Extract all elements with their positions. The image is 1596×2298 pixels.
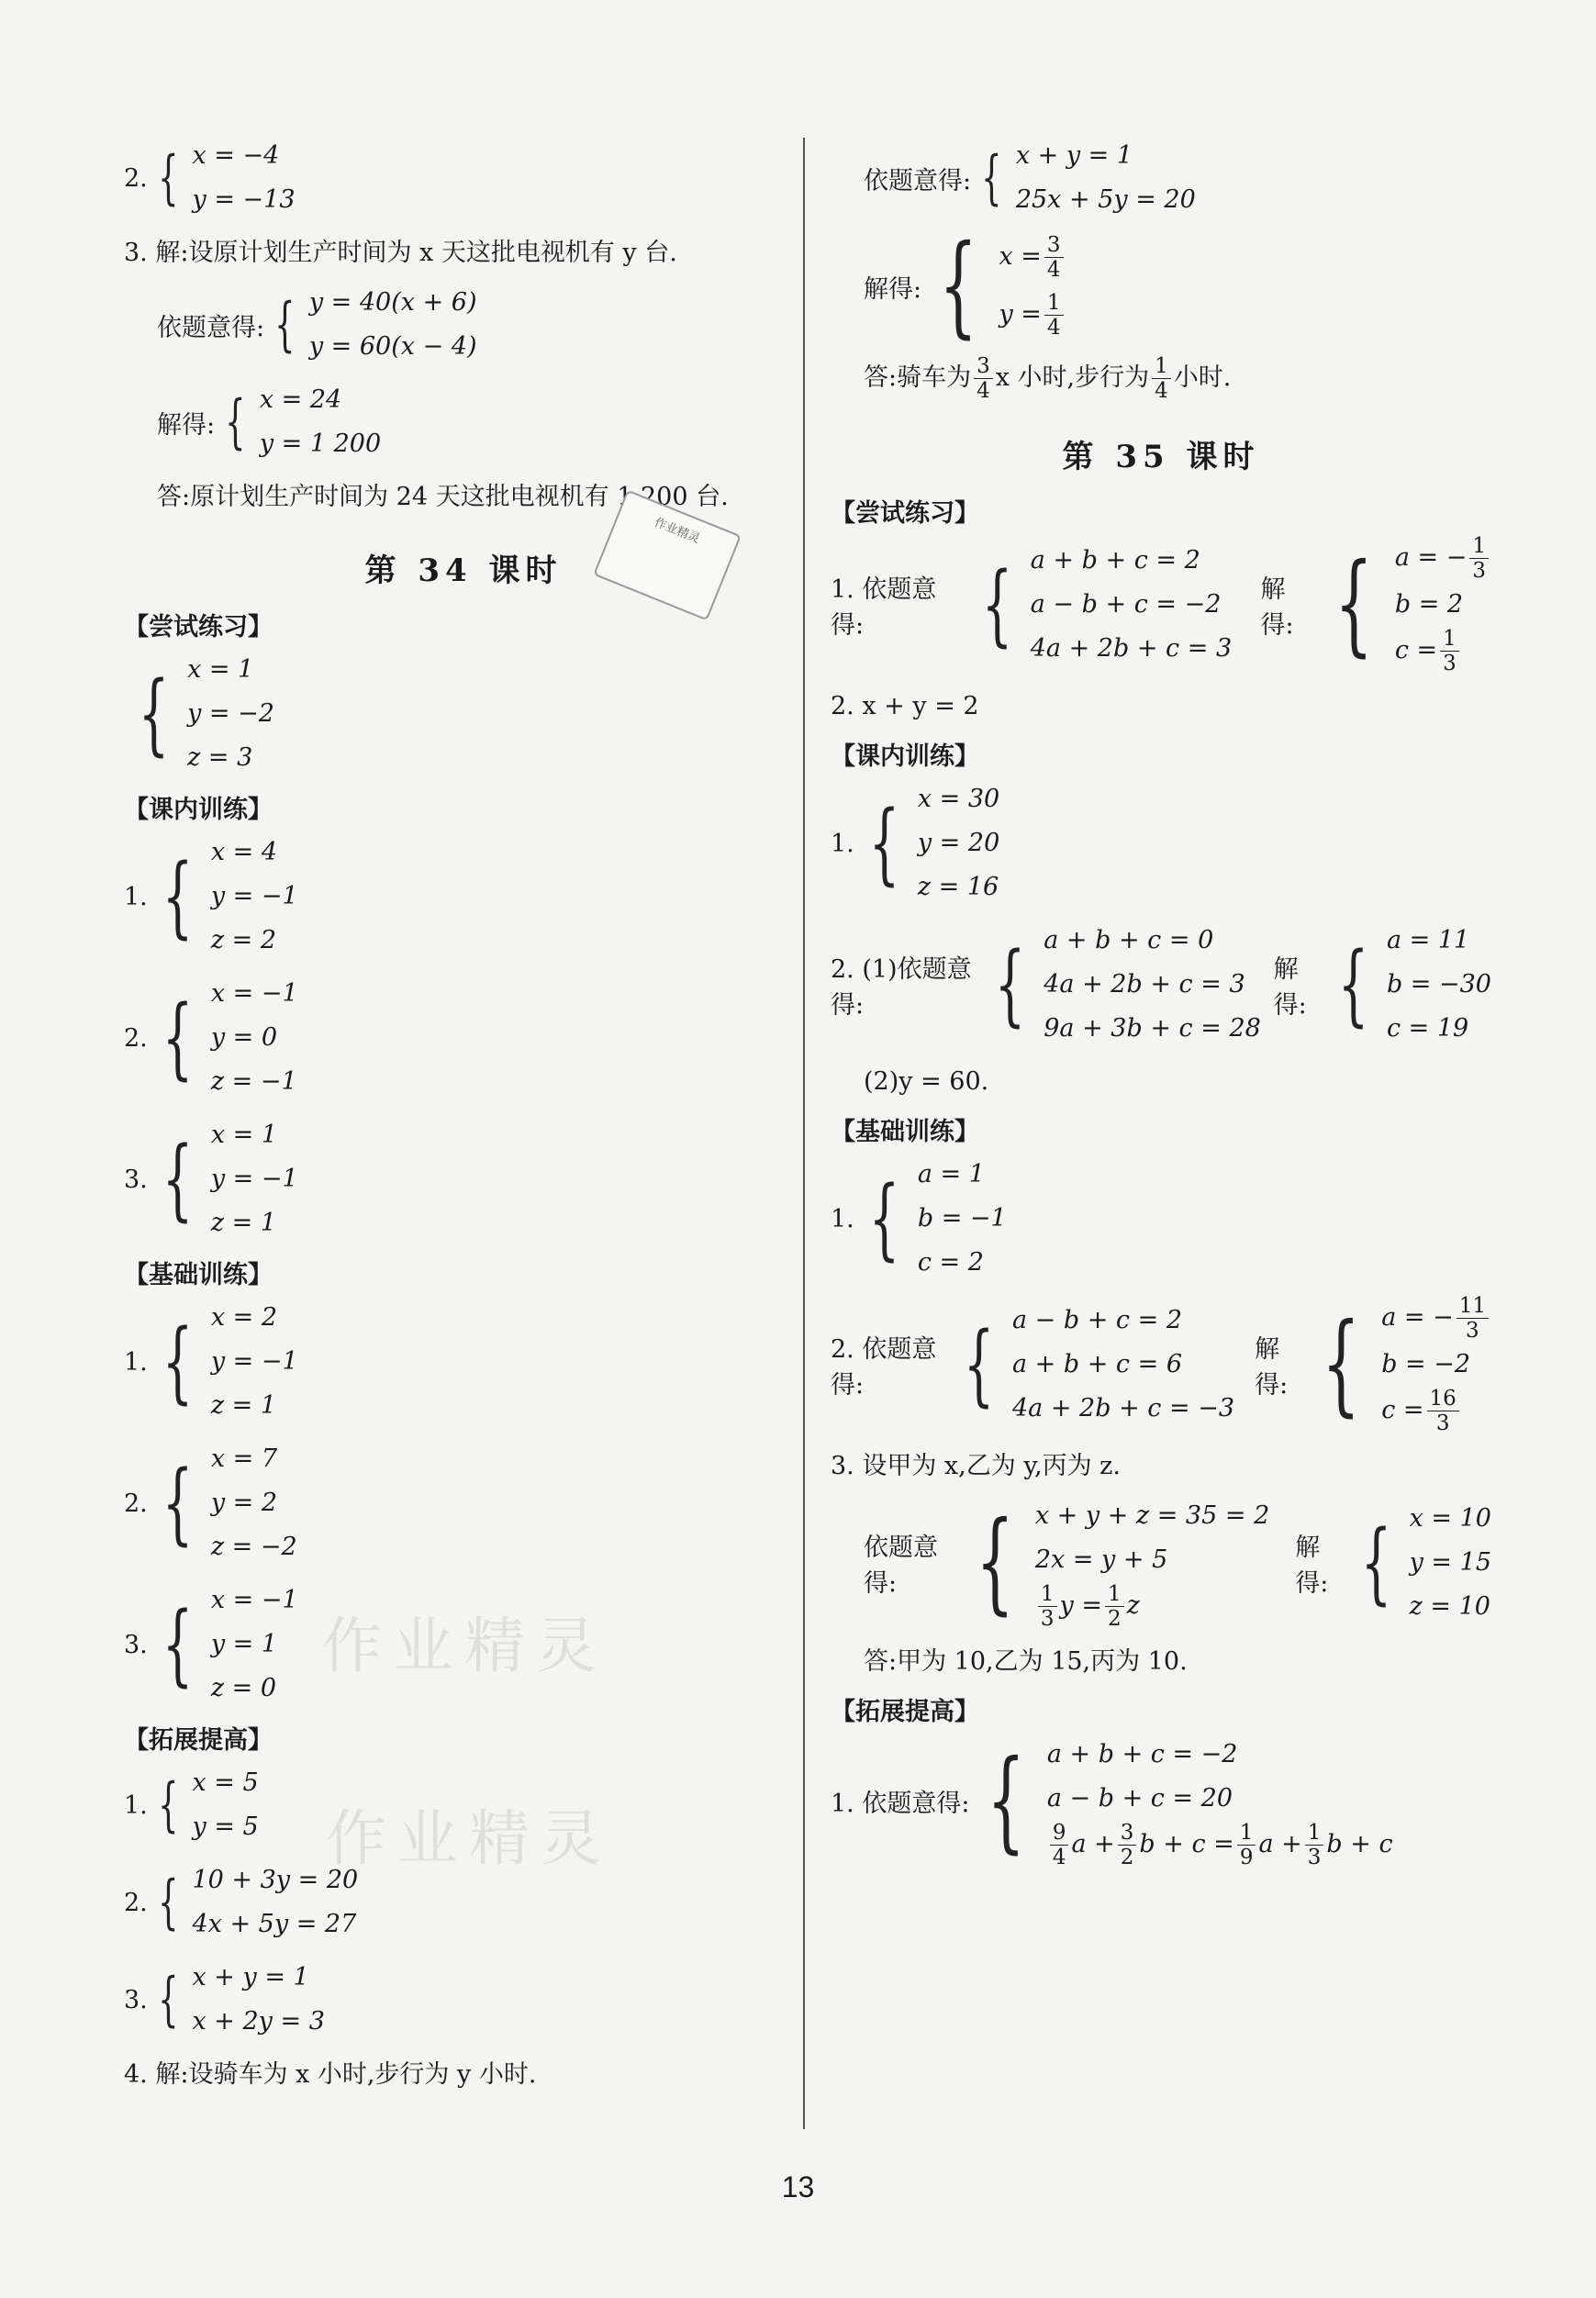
- label: 1. 依题意得:: [831, 575, 937, 640]
- equation: z = 3: [187, 743, 253, 772]
- brace: {: [939, 222, 978, 350]
- equation: x = 10: [1409, 1503, 1491, 1533]
- ext4-solution: [831, 222, 1491, 350]
- class-answer-1: [124, 831, 803, 963]
- equation: c = 2: [917, 1248, 984, 1277]
- equation: y = −13: [192, 185, 296, 214]
- brace: {: [1360, 1511, 1391, 1614]
- equation: y = −1: [210, 1165, 298, 1193]
- equation: x = −1: [210, 979, 298, 1008]
- brace: {: [975, 1498, 1014, 1626]
- item-number: 1.: [124, 882, 148, 911]
- brace: {: [162, 1128, 194, 1231]
- item-number: 2.: [124, 163, 148, 193]
- equation: x = 30: [917, 785, 1000, 813]
- equation: 2x = y + 5: [1034, 1545, 1168, 1574]
- class-answer-2: [124, 972, 803, 1104]
- equation: z = 16: [917, 873, 999, 901]
- class-answer-2: [831, 919, 1491, 1051]
- equation: x + y + z = 35 = 2: [1034, 1501, 1270, 1530]
- equation: 4a + 2b + c = 3: [1030, 634, 1233, 663]
- equation: c = 19: [1386, 1014, 1469, 1043]
- brace: {: [162, 1593, 194, 1696]
- fraction: $\frac{3}{4}$: [1044, 233, 1064, 282]
- brace: {: [963, 1313, 995, 1416]
- equation: x = 1: [187, 655, 254, 684]
- answer-3-system: [124, 281, 803, 369]
- fraction: $\frac{16}{3}$: [1427, 1387, 1459, 1435]
- brace: {: [138, 663, 170, 765]
- equation: 4a + 2b + c = −3: [1011, 1394, 1234, 1422]
- fraction: $\frac{3}{4}$: [974, 354, 993, 403]
- equation: y = $\frac{1}{4}$: [999, 291, 1066, 340]
- equation: 9a + 3b + c = 28: [1044, 1014, 1261, 1043]
- fraction: $\frac{9}{4}$: [1050, 1821, 1069, 1869]
- equation: z = 10: [1409, 1591, 1490, 1621]
- brace: {: [981, 144, 1002, 212]
- equation: y = 20: [917, 829, 1000, 857]
- section-extension: 【拓展提高】: [124, 1726, 273, 1755]
- equation: y = 40(x + 6): [308, 288, 477, 317]
- item-number: 3.: [124, 1630, 148, 1659]
- label-yiti: 依题意得:: [864, 1533, 938, 1598]
- brace: {: [162, 987, 194, 1089]
- fraction: $\frac{1}{9}$: [1237, 1821, 1256, 1869]
- equation: y = 0: [210, 1023, 278, 1052]
- label: 2. 依题意得:: [831, 1335, 937, 1400]
- lesson-title-35: 第 35 课时: [1062, 439, 1260, 475]
- equation: a + b + c = 0: [1044, 926, 1214, 954]
- answer-3-conclusion: 答:原计划生产时间为 24 天这批电视机有 1 200 台.: [157, 483, 729, 511]
- fraction: $\frac{1}{4}$: [1152, 354, 1171, 403]
- ext-answer-3: [124, 1956, 803, 2044]
- equation: y = 2: [210, 1489, 278, 1517]
- item-number: 3.: [124, 1165, 148, 1194]
- equation: a = − $\frac{1}{3}$: [1395, 534, 1491, 583]
- fraction: $\frac{1}{3}$: [1469, 534, 1489, 583]
- equation: z = 0: [210, 1674, 277, 1702]
- equation: b = 2: [1394, 590, 1464, 619]
- equation: x = 7: [210, 1445, 278, 1473]
- equation: y = −1: [210, 882, 298, 910]
- brace: {: [1322, 1300, 1361, 1428]
- right-column: [831, 128, 1491, 1879]
- label-yiti: 依题意得:: [864, 166, 972, 195]
- stamp-logo: 作业精灵: [593, 490, 742, 621]
- basic-answer-1: [831, 1153, 1491, 1285]
- label: 1. 依题意得:: [831, 1790, 970, 1818]
- brace: {: [162, 1452, 194, 1555]
- section-class: 【课内训练】: [124, 796, 273, 824]
- label-jiede: 解得:: [157, 410, 216, 440]
- equation: a = − $\frac{11}{3}$: [1381, 1294, 1491, 1343]
- fraction: $\frac{1}{3}$: [1038, 1582, 1057, 1631]
- brace: {: [994, 933, 1026, 1036]
- equation: c = $\frac{16}{3}$: [1381, 1387, 1491, 1435]
- item-number: 1.: [124, 1347, 148, 1377]
- equation: x = 24: [259, 385, 342, 414]
- equation: z = 1: [210, 1209, 277, 1237]
- equation: x = −1: [210, 1586, 298, 1614]
- equation-system: [148, 134, 296, 222]
- equation: x = 1: [210, 1121, 278, 1149]
- equation: a = 1: [917, 1160, 985, 1188]
- item-number: 1.: [831, 1204, 854, 1233]
- item-number: 2.: [124, 1888, 148, 1917]
- item-number: 2.: [124, 1489, 148, 1518]
- equation: y = −1: [210, 1347, 298, 1376]
- brace: {: [981, 553, 1012, 656]
- brace: {: [157, 1869, 179, 1936]
- equation: y = 15: [1409, 1547, 1491, 1577]
- item-number: 2.: [124, 1023, 148, 1053]
- equation: y = 1 200: [259, 429, 382, 458]
- brace: {: [157, 1966, 179, 2034]
- equation: y = 60(x − 4): [308, 332, 477, 361]
- equation: b = −30: [1386, 970, 1491, 998]
- class-answer-3: [124, 1113, 803, 1245]
- equation: a + b + c = 2: [1030, 546, 1200, 574]
- equation: y = 5: [192, 1813, 259, 1841]
- equation: a + b + c = 6: [1011, 1350, 1183, 1378]
- fraction: $\frac{3}{2}$: [1118, 1821, 1137, 1869]
- equation: $\frac{1}{3}$ y = $\frac{1}{2}$ z: [1035, 1582, 1269, 1631]
- basic-answer-1: [124, 1296, 803, 1428]
- equation: x = −4: [192, 141, 280, 170]
- equation: a − b + c = 2: [1011, 1306, 1183, 1334]
- label-jiede: 解得:: [1295, 1533, 1329, 1598]
- equation: z = −1: [210, 1067, 297, 1096]
- label-yiti: 依题意得:: [157, 313, 265, 342]
- label-jiede: 解得:: [1255, 1335, 1289, 1400]
- equation: $\frac{9}{4}$ a + $\frac{3}{2}$ b + c = $\frac{1}{9}$ a + $\frac{1}{3}$ b + c: [1047, 1821, 1393, 1869]
- equation: x + y = 1: [192, 1963, 309, 1991]
- equation: 4a + 2b + c = 3: [1044, 970, 1245, 998]
- brace: {: [157, 144, 179, 212]
- fraction: $\frac{1}{3}$: [1440, 627, 1459, 675]
- equation: y = −2: [187, 699, 274, 728]
- basic-answer-3-text: 3. 设甲为 x,乙为 y,丙为 z.: [831, 1452, 1121, 1480]
- try-answer-1: [831, 534, 1491, 675]
- brace: {: [1334, 541, 1374, 668]
- watermark: 作业精灵: [321, 1611, 608, 1681]
- basic-answer-2: [124, 1437, 803, 1569]
- fraction: $\frac{1}{4}$: [1044, 291, 1064, 340]
- equation: a − b + c = 20: [1046, 1784, 1233, 1813]
- equation: a = 11: [1386, 926, 1470, 954]
- item-number: 1.: [124, 1790, 148, 1820]
- label-jiede: 解得:: [1273, 955, 1307, 1020]
- equation: x + y = 1: [1015, 141, 1133, 170]
- label-jiede: 解得:: [1260, 575, 1294, 640]
- brace: {: [157, 1771, 179, 1839]
- brace: {: [1337, 933, 1369, 1036]
- equation: a − b + c = −2: [1030, 590, 1222, 619]
- equation: x = 5: [192, 1768, 259, 1797]
- brace: {: [162, 845, 194, 948]
- basic-answer-3-system: [831, 1494, 1491, 1631]
- brace: {: [225, 388, 246, 456]
- equation: x = 2: [210, 1303, 278, 1332]
- equation: x = $\frac{3}{4}$: [999, 233, 1066, 282]
- basic-answer-3-conclusion: 答:甲为 10,乙为 15,丙为 10.: [864, 1647, 1188, 1676]
- equation: x = 4: [210, 838, 278, 866]
- label-jiede: 解得:: [864, 274, 922, 304]
- section-basic: 【基础训练】: [124, 1261, 273, 1289]
- class-answer-2b: (2)y = 60.: [864, 1067, 989, 1096]
- brace: {: [162, 1311, 194, 1413]
- equation: z = 2: [210, 926, 277, 954]
- equation: z = −2: [210, 1533, 297, 1561]
- item-number: 1.: [831, 829, 854, 858]
- section-class: 【课内训练】: [831, 742, 979, 771]
- answer-3-text: 3. 解:设原计划生产时间为 x 天这批电视机有 y 台.: [124, 239, 677, 267]
- fraction: $\frac{1}{3}$: [1305, 1821, 1324, 1869]
- equation: z = 1: [210, 1391, 277, 1420]
- lesson-title-34: 第 34 课时: [364, 552, 563, 589]
- equation: b = −1: [917, 1204, 1007, 1233]
- section-extension: 【拓展提高】: [831, 1698, 979, 1726]
- try-answer-2: 2. x + y = 2: [831, 692, 979, 720]
- ext4-conclusion: 答:骑车为 $\frac{3}{4}$ x 小时,步行为 $\frac{1}{4}$ 小时.: [864, 354, 1232, 403]
- item-number: 3.: [124, 1985, 148, 2014]
- equation: c = $\frac{1}{3}$: [1395, 627, 1491, 675]
- brace: {: [987, 1736, 1026, 1865]
- equation: b = −2: [1381, 1350, 1471, 1378]
- section-basic: 【基础训练】: [831, 1118, 979, 1146]
- section-try: 【尝试练习】: [124, 613, 273, 641]
- ext-answer-4: 4. 解:设骑车为 x 小时,步行为 y 小时.: [124, 2060, 537, 2089]
- basic-answer-2: [831, 1294, 1491, 1435]
- equation: y = 1: [210, 1630, 278, 1658]
- equation: 25x + 5y = 20: [1015, 185, 1196, 214]
- class-answer-1: [831, 777, 1491, 909]
- section-try: 【尝试练习】: [831, 499, 979, 528]
- try-answer: [124, 648, 803, 780]
- equation: x + 2y = 3: [192, 2007, 325, 2036]
- ext-answer-1: [831, 1733, 1491, 1869]
- equation: 4x + 5y = 27: [192, 1910, 357, 1938]
- brace: {: [868, 1167, 900, 1270]
- brace: {: [274, 291, 296, 359]
- equation: a + b + c = −2: [1046, 1740, 1238, 1768]
- ext4-system: [831, 134, 1491, 222]
- watermark: 作业精灵: [326, 1803, 612, 1874]
- answer-3-solution: [124, 378, 803, 466]
- fraction: $\frac{11}{3}$: [1456, 1294, 1489, 1343]
- column-divider: [803, 138, 805, 2129]
- fraction: $\frac{1}{2}$: [1105, 1582, 1124, 1631]
- label: 2. (1)依题意得:: [831, 955, 972, 1020]
- brace: {: [868, 792, 900, 895]
- answer-2: [124, 134, 803, 222]
- equation: 10 + 3y = 20: [192, 1866, 359, 1894]
- page-number: 13: [781, 2170, 815, 2203]
